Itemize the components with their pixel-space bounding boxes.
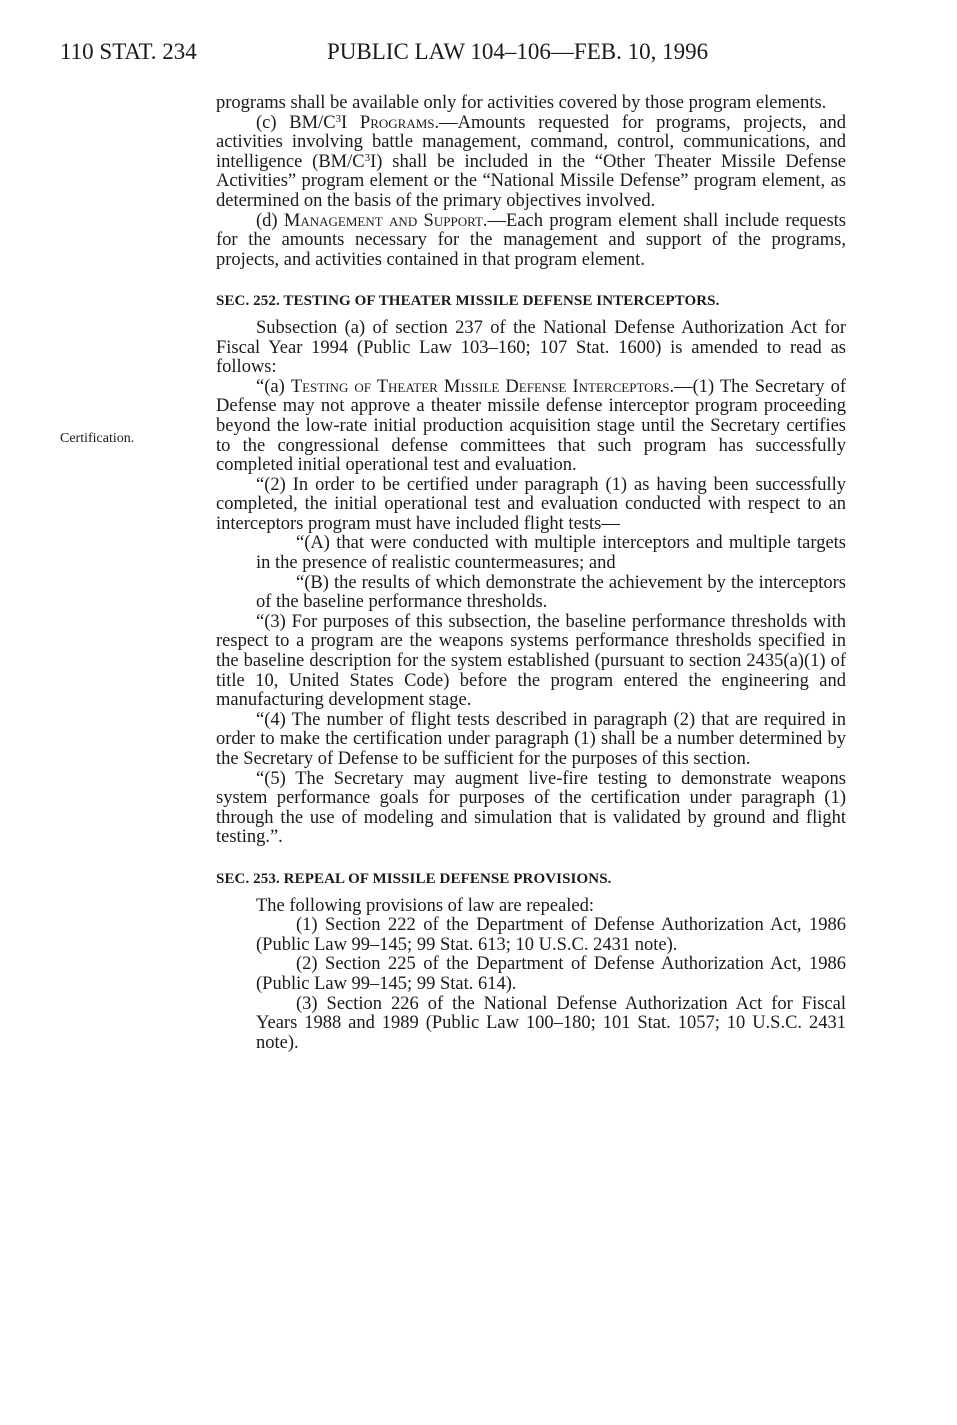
section-252-title: SEC. 252. TESTING OF THEATER MISSILE DEFENSE INTERCEPTORS. — [216, 293, 720, 310]
paragraph-B: “(B) the results of which demonstrate the achievement by the interceptors of the baseline performance thresholds. — [256, 572, 846, 613]
c-text-1: .—Amounts requested for programs, projects, and activities involving battle management, command, control, communications, and intelligence (BM/C — [216, 112, 846, 172]
margin-note-certification: Certification. — [60, 431, 135, 446]
c-sup2: 3 — [364, 151, 371, 164]
paragraph-1: (1) The Secretary of Defense may not approve a theater missile defense interceptor program proceeding beyond the low-rate initial production acquisition stage until the Secretary certifies to the congressional defense committees that such program has successfully completed initial operational test and evaluation. — [216, 376, 846, 476]
paragraph-d — [216, 212, 846, 271]
repeal-item-3: (3) Section 226 of the National Defense Authorization Act for Fiscal Years 1988 and 1989 (Public Law 100–180; 101 Stat. 1057; 10 U.S.C. 2431 note). — [256, 993, 846, 1053]
section-252-intro: Subsection (a) of section 237 of the National Defense Authorization Act for Fiscal Year 1994 (Public Law 103–160; 107 Stat. 1600) is amended to read as follows: — [216, 317, 846, 378]
paragraph-4: “(4) The number of flight tests described in paragraph (2) that are required in order to make the certification under paragraph (1) shall be a number determined by the Secretary of Defense to be sufficient for the purposes of this section. — [216, 709, 846, 769]
paragraph-2: “(2) In order to be certified under paragraph (1) as having been successfully completed, the initial operational test and evaluation conducted with respect to an interceptors program must have included flight tests— — [216, 474, 846, 534]
c-label-end: I — [341, 112, 360, 133]
repeal-item-1: (1) Section 222 of the Department of Defense Authorization Act, 1986 (Public Law 99–145; 99 Stat. 613; 10 U.S.C. 2431 note). — [256, 915, 846, 955]
a-heading: Testing of Theater Missile Defense Interceptors — [290, 376, 670, 397]
c-text-2: I) shall be included in the “Other Theater Missile Defense Activities” program element or the “National Missile Defense” program element, as determined on the basis of the primary objectives involved. — [216, 151, 846, 211]
d-label: (d) — [256, 210, 284, 231]
document-body — [216, 94, 846, 1053]
a-label: “(a) — [256, 376, 291, 397]
law-citation: PUBLIC LAW 104–106—FEB. 10, 1996 — [327, 39, 709, 64]
section-253-title: SEC. 253. REPEAL OF MISSILE DEFENSE PROVISIONS. — [216, 870, 612, 887]
paragraph-c — [216, 114, 846, 212]
d-heading: Management and Support — [283, 210, 483, 231]
section-252-a — [216, 378, 846, 476]
paragraph-3: “(3) For purposes of this subsection, the baseline performance thresholds with respect to a program are the weapons systems performance thresholds specified in the baseline description for the system established (pursuant to section 2435(a)(1) of title 10, United States Code) before the program entered the engineering and manufacturing development stage. — [216, 611, 846, 711]
a-dash: .— — [669, 376, 693, 397]
stat-citation: 110 STAT. 234 — [60, 39, 197, 64]
paragraph-A: “(A) that were conducted with multiple interceptors and multiple targets in the presence of realistic countermeasures; and — [256, 533, 846, 574]
paragraph-5: “(5) The Secretary may augment live-fire testing to demonstrate weapons system performance goals for purposes of the certification under paragraph (1) through the use of modeling and simulation that is validated by ground and flight testing.”. — [216, 768, 846, 848]
c-sup: 3 — [335, 112, 342, 125]
d-text: .—Each program element shall include requests for the amounts necessary for the management and support of the programs, projects, and activities contained in that program element. — [216, 210, 846, 270]
repeal-item-2: (2) Section 225 of the Department of Defense Authorization Act, 1986 (Public Law 99–145; 99 Stat. 614). — [256, 954, 846, 994]
c-label: (c) BM/C — [256, 112, 336, 133]
paragraph-intro: programs shall be available only for activities covered by those program elements. — [216, 93, 827, 113]
section-253-intro: The following provisions of law are repealed: — [256, 895, 595, 916]
c-heading: Programs — [359, 112, 435, 133]
